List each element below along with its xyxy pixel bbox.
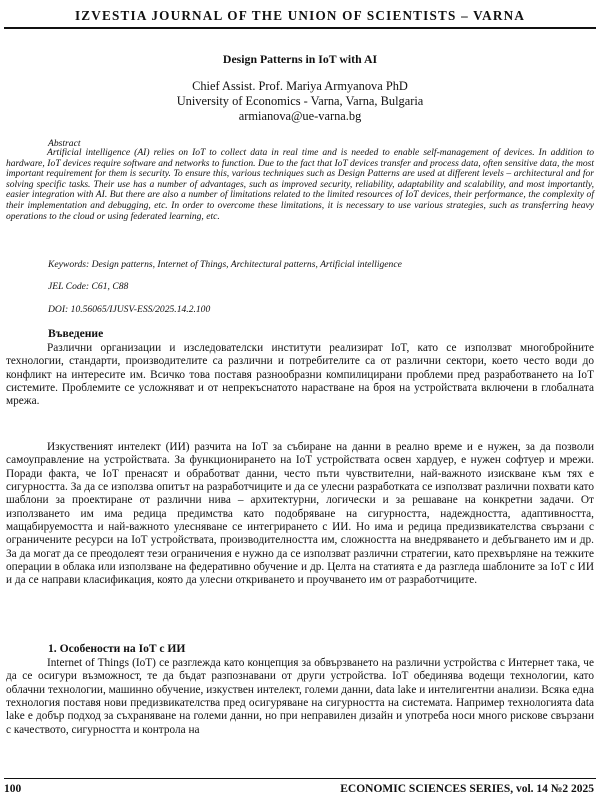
doi: DOI: 10.56065/IJUSV-ESS/2025.14.2.100 bbox=[48, 304, 211, 315]
author-affiliation: University of Economics - Varna, Varna, Bulgaria bbox=[176, 94, 424, 108]
paragraph-text: Изкуственият интелект (ИИ) разчита на IoT за събиране на данни в реално време и е нужен, за да позволи самоуправление на устройствата. За функционирането на IoT устройствата освен хардуер, е нужен софтуер и мрежи. Поради факта, че IoT пренасят и обработват данни, често пъти чувствителни, най-важното изискване към тях е сигурността. За да се използва опитът на разработчиците и да се улесни разработката се използват различни похвати като шаблони за проектиране от различни нива – архитектурни, логически и за решаване на конкретни задачи. От използването им има редица предимства като подобряване на сигурността, надеждността, адаптивността, мащабируемостта и най-важното улесняване се интегрирането с ИИ. Но има и редица предизвикателства свързани с ограничените ресурси на IoT устройствата, производителността им, сложността на внедряването и дебъгването им и др. За да могат да се преодолеят тези ограничения е нужно да се използват различни стратегии, като прехвърляне на тежките операции в облака или използване на федеративно обучение и др. Целта на статията е да разгледа шаблоните за IoT с ИИ и да се направи класификация, която да улесни откриването и проучването им от разработчиците. bbox=[6, 441, 594, 587]
paragraph-text: Internet of Things (IoT) се разглежда като концепция за обвързването на различни устройства с Интернет така, че да се осигури възможност, те да бъдат разпознавани от други устройства. IoT обединява водещи технологии, като облачни технологии, машинно обучение, изкуствен интелект, големи данни, data lake и интелигентни анализи. Всяка една технология поставя нови предизвикателства пред осигуряване на сигурността на системата. Например технологията data lake е добър подход за съхраняване на големи данни, но при неправилен дизайн и употреба носи много рискове свързани с качеството, сигурността и контрола на bbox=[6, 657, 594, 736]
introduction-paragraph-2 bbox=[6, 441, 594, 588]
footer-rule bbox=[4, 778, 596, 779]
paragraph-text: Различни организации и изследователски институти реализират IoT, като се използват многобройните технологии, стандарти, производителите са различни и потребителите са от различни сектори, което често води до конфликт на интересите им. Всичко това поставя разнообразни компилицирани проблеми пред разработването на IoT системите. Проблемите се усложняват и от непрекъснатото нарастване на броя на устройствата включени в глобалната мрежа. bbox=[6, 342, 594, 408]
series-label: ECONOMIC SCIENCES SERIES, vol. 14 №2 2025 bbox=[340, 783, 594, 795]
author-block bbox=[0, 79, 600, 124]
journal-header: IZVESTIA JOURNAL OF THE UNION OF SCIENTISTS – VARNA bbox=[74, 8, 526, 23]
section-1-heading: 1. Особености на IoT с ИИ bbox=[48, 642, 186, 655]
header-rule bbox=[4, 27, 596, 29]
abstract-text: Artificial intelligence (AI) relies on IoT to collect data in real time and is needed to enable self-management of devices. In addition to hardware, IoT devices require software and networks to function. Due to the fact that IoT devices transfer and process data, often sensitive data, the most important requirement for them is security. To ensure this, various techniques such as Design Patterns are used at different levels – architectural and for solving specific tasks. Their use has a number of advantages, such as improved security, reliability, adaptability and scalability, and most importantly, easier integration with AI. But there are also a number of limitations related to the limited resources of IoT devices, their performance, the complexity of their implementation and debugging, etc. In order to overcome these limitations, it is necessary to use various strategies, such as transferring heavy operations to the cloud or using federated learning, etc. bbox=[6, 147, 594, 222]
page-number: 100 bbox=[4, 783, 22, 795]
section-1-paragraph bbox=[6, 657, 594, 737]
author-name: Chief Assist. Prof. Mariya Armyanova PhD bbox=[192, 79, 408, 93]
introduction-paragraph-1 bbox=[6, 342, 594, 409]
jel-code: JEL Code: C61, C88 bbox=[48, 281, 129, 292]
author-email: armianova@ue-varna.bg bbox=[238, 109, 362, 123]
introduction-heading: Въведение bbox=[48, 327, 104, 340]
paper-title: Design Patterns in IoT with AI bbox=[222, 52, 378, 66]
keywords: Keywords: Design patterns, Internet of Things, Architectural patterns, Artificial intelligence bbox=[48, 259, 402, 270]
abstract-heading: Abstract bbox=[48, 138, 81, 149]
